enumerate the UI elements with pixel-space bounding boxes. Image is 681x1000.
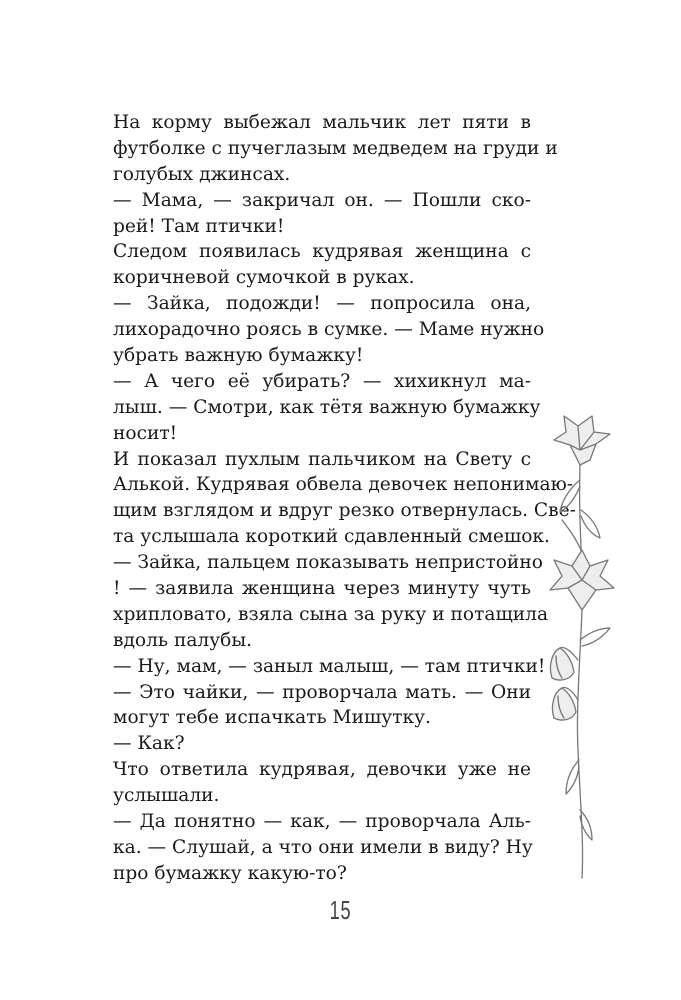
text-line: та услышала короткий сдавленный смешок.: [113, 526, 550, 548]
text-line: футболке с пучеглазым медведем на груди и: [113, 137, 558, 159]
text-line: лихорадочно роясь в сумке. — Маме нужно: [113, 319, 545, 341]
text-line: — Зайка, пальцем показывать непристойно: [113, 552, 543, 574]
text-line: На корму выбежал мальчик лет пяти в: [113, 112, 531, 133]
text-line: рей! Там птички!: [113, 215, 285, 237]
text-line: — Мама, — закричал он. — Пошли ско-: [113, 189, 531, 211]
text-line: — А чего её убирать? — хихикнул ма-: [113, 370, 531, 392]
text-line: вдоль палубы.: [113, 629, 253, 651]
text-line: хрипловато, взяла сына за руку и потащила: [113, 603, 549, 625]
text-line: — Да понятно — как, — проворчала Аль-: [113, 811, 531, 833]
text-line: щим взглядом и вдруг резко отвернулась. Све-: [113, 500, 576, 522]
text-line: ка. — Слушай, а что они имели в виду? Ну: [113, 836, 533, 858]
text-line: услышали.: [113, 785, 220, 807]
text-line: лыш. — Смотри, как тётя важную бумажку: [113, 396, 541, 418]
body-text: [113, 110, 576, 887]
text-line: голубых джинсах.: [113, 163, 291, 185]
text-line: — Зайка, подожди! — попросила она,: [113, 293, 531, 315]
text-line: про бумажку какую-то?: [113, 862, 347, 884]
page-number: 15: [329, 895, 352, 925]
text-line: И показал пухлым пальчиком на Свету с: [113, 448, 531, 470]
text-line: Что ответила кудрявая, девочки уже не: [113, 759, 531, 781]
text-line: Алькой. Кудрявая обвела девочек непонимаю-: [113, 474, 574, 496]
text-line: коричневой сумочкой в руках.: [113, 267, 415, 289]
text-line: ! — заявила женщина через минуту чуть: [113, 578, 531, 600]
text-line: — Как?: [113, 733, 185, 755]
text-line: убрать важную бумажку!: [113, 345, 364, 367]
text-line: могут тебе испачкать Мишутку.: [113, 707, 431, 729]
text-line: — Это чайки, — проворчала мать. — Они: [113, 681, 531, 703]
text-line: — Ну, мам, — заныл малыш, — там птички!: [113, 655, 546, 677]
text-line: Следом появилась кудрявая женщина с: [113, 241, 531, 263]
bellflower-illustration: [540, 410, 630, 880]
text-line: носит!: [113, 422, 178, 444]
